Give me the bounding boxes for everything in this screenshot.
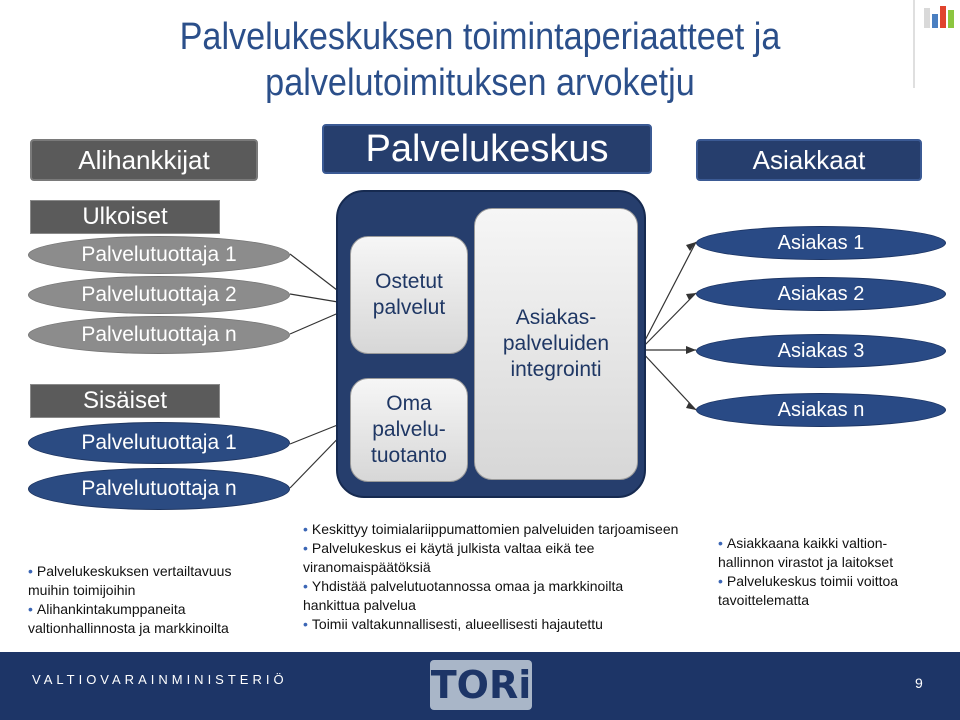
note-left-item: • Palvelukeskuksen vertailtavuus muihin toimijoihin [28,562,268,600]
note-center-item: • Yhdistää palvelutuotannossa omaa ja markkinoilta hankittua palvelua [303,577,683,615]
external-provider-1: Palvelutuottaja 1 [28,236,290,274]
internal-provider-1: Palvelutuottaja 1 [28,422,290,464]
header-service-center: Palvelukeskus [322,124,652,174]
group-label-external: Ulkoiset [30,200,220,234]
header-customers: Asiakkaat [696,139,922,181]
internal-provider-n: Palvelutuottaja n [28,468,290,510]
note-center-item: • Toimii valtakunnallisesti, alueellisesti hajautettu [303,615,683,634]
note-right-item: • Palvelukeskus toimii voittoa tavoittelematta [718,572,940,610]
external-provider-n: Palvelutuottaja n [28,316,290,354]
customer-n: Asiakas n [696,393,946,427]
note-right-item: • Asiakkaana kaikki valtion-hallinnon virastot ja laitokset [718,534,940,572]
notes-left [28,562,268,638]
customer-3: Asiakas 3 [696,334,946,368]
customer-1: Asiakas 1 [696,226,946,260]
title-line-2: palvelutoimituksen arvoketju [265,62,695,104]
notes-right [718,534,940,610]
header-subcontractors: Alihankkijat [30,139,258,181]
notes-center [303,520,683,634]
note-left-item: • Alihankintakumppaneita valtionhallinnosta ja markkinoilta [28,600,268,638]
group-label-internal: Sisäiset [30,384,220,418]
title-line-1: Palvelukeskuksen toimintaperiaatteet ja [179,16,781,58]
own-production-box: Oma palvelu- tuotanto [350,378,468,482]
customer-2: Asiakas 2 [696,277,946,311]
purchased-services-box: Ostetut palvelut [350,236,468,354]
page-number: 9 [915,675,923,691]
tori-logo: TORi [430,660,532,710]
external-provider-2: Palvelutuottaja 2 [28,276,290,314]
ministry-name: VALTIOVARAINMINISTERIÖ [32,672,288,687]
integration-box: Asiakas- palveluiden integrointi [474,208,638,480]
note-center-item: • Palvelukeskus ei käytä julkista valtaa eikä tee viranomaispäätöksiä [303,539,683,577]
note-center-item: • Keskittyy toimialariippumattomien palveluiden tarjoamiseen [303,520,683,539]
